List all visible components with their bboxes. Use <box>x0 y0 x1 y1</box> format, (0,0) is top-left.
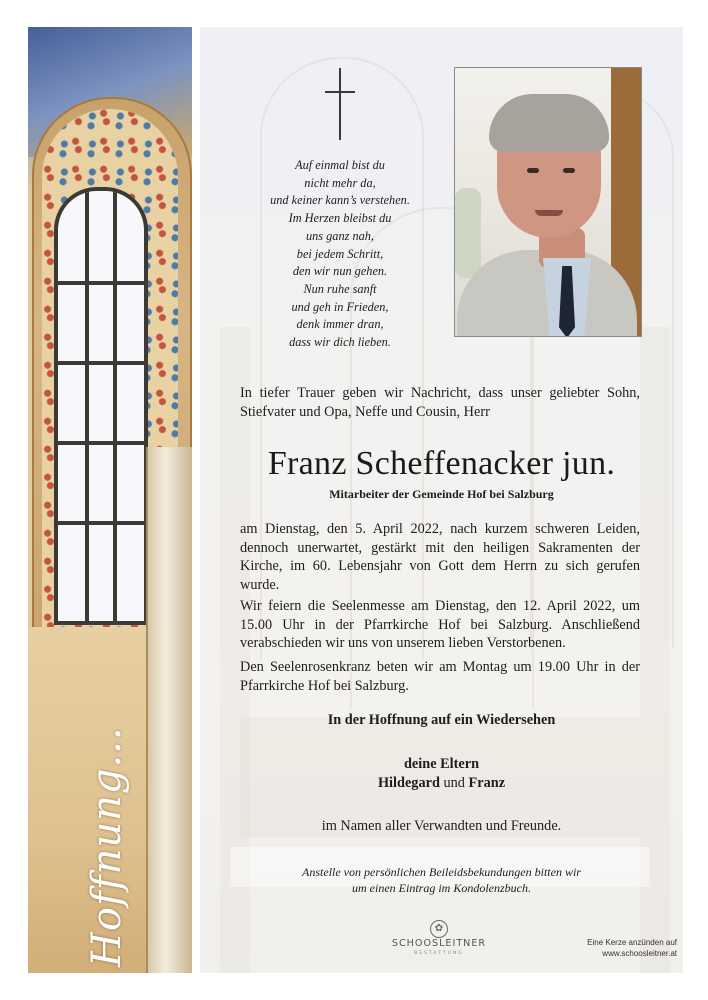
and-word: und <box>443 775 465 791</box>
portrait-photo <box>454 67 642 337</box>
deceased-name: Franz Scheffenacker jun. <box>267 445 616 482</box>
candle-url[interactable]: www.schoosleitner.at <box>602 948 677 958</box>
announcement-intro: In tiefer Trauer geben wir Nachricht, dass unser geliebter Sohn, Stiefvater und Opa, Neffe und Cousin, Herr <box>240 385 640 420</box>
poem-line: und keiner kann’s verstehen. <box>270 193 410 208</box>
funeral-home-name: SCHOOSLEITNER <box>391 938 487 949</box>
poem-line: Auf einmal bist du <box>295 158 385 172</box>
cross-icon <box>339 68 341 140</box>
memorial-poem <box>230 157 450 352</box>
church-window-image <box>28 27 192 973</box>
poem-line: denk immer dran, <box>296 317 384 332</box>
poem-line: uns ganz nah, <box>306 228 374 243</box>
poem-line: nicht mehr da, <box>304 175 376 190</box>
rosary-details: Den Seelenrosenkranz beten wir am Montag um 19.00 Uhr in der Pfarrkirche Hof bei Salzburg. <box>240 659 640 694</box>
death-details: am Dienstag, den 5. April 2022, nach kurzem schweren Leiden, dennoch unerwartet, gestärkt mit den heiligen Sakramenten der Kirche, im 60. Lebensjahr von Gott dem Herrn zu sich gerufen wurde. <box>240 521 640 593</box>
hoffnung-script: Hoffnung... <box>84 726 130 967</box>
funeral-home-tagline: BESTATTUNG <box>414 951 464 956</box>
parent-name-1: Hildegard <box>377 775 440 791</box>
altar-edge <box>146 447 192 973</box>
poem-line: Nun ruhe sanft <box>303 281 377 296</box>
hope-line: In der Hoffnung auf ein Wiedersehen <box>327 712 556 728</box>
parents-names <box>200 775 683 792</box>
poem-line: und geh in Frieden, <box>291 299 389 314</box>
funeral-mass-details: Wir feiern die Seelenmesse am Dienstag, den 12. April 2022, um 15.00 Uhr in der Pfarrkirche Hof bei Salzburg. Anschließend verabschieden wir uns von unserem lieben Verstorbenen. <box>240 598 640 652</box>
obituary-main-panel <box>200 27 683 973</box>
relatives-line: im Namen aller Verwandten und Freunde. <box>321 818 562 834</box>
condolence-note <box>200 865 683 896</box>
candle-text: Eine Kerze anzünden auf <box>587 938 677 947</box>
parents-label: deine Eltern <box>403 756 480 772</box>
arched-window <box>54 187 148 625</box>
condolence-note-line: um einen Eintrag im Kondolenzbuch. <box>352 880 531 895</box>
poem-line: Im Herzen bleibst du <box>288 211 392 226</box>
condolence-note-line: Anstelle von persönlichen Beileidsbekundungen bitten wir <box>302 865 581 879</box>
poem-line: den wir nun gehen. <box>292 264 388 279</box>
funeral-home-logo-icon: ✿ <box>430 920 448 938</box>
obituary-card <box>28 27 683 973</box>
poem-line: bei jedem Schritt, <box>296 246 384 261</box>
parent-name-2: Franz <box>468 775 506 791</box>
poem-line: dass wir dich lieben. <box>289 335 391 350</box>
deceased-occupation: Mitarbeiter der Gemeinde Hof bei Salzburg <box>329 487 554 501</box>
candle-link[interactable] <box>560 938 677 959</box>
